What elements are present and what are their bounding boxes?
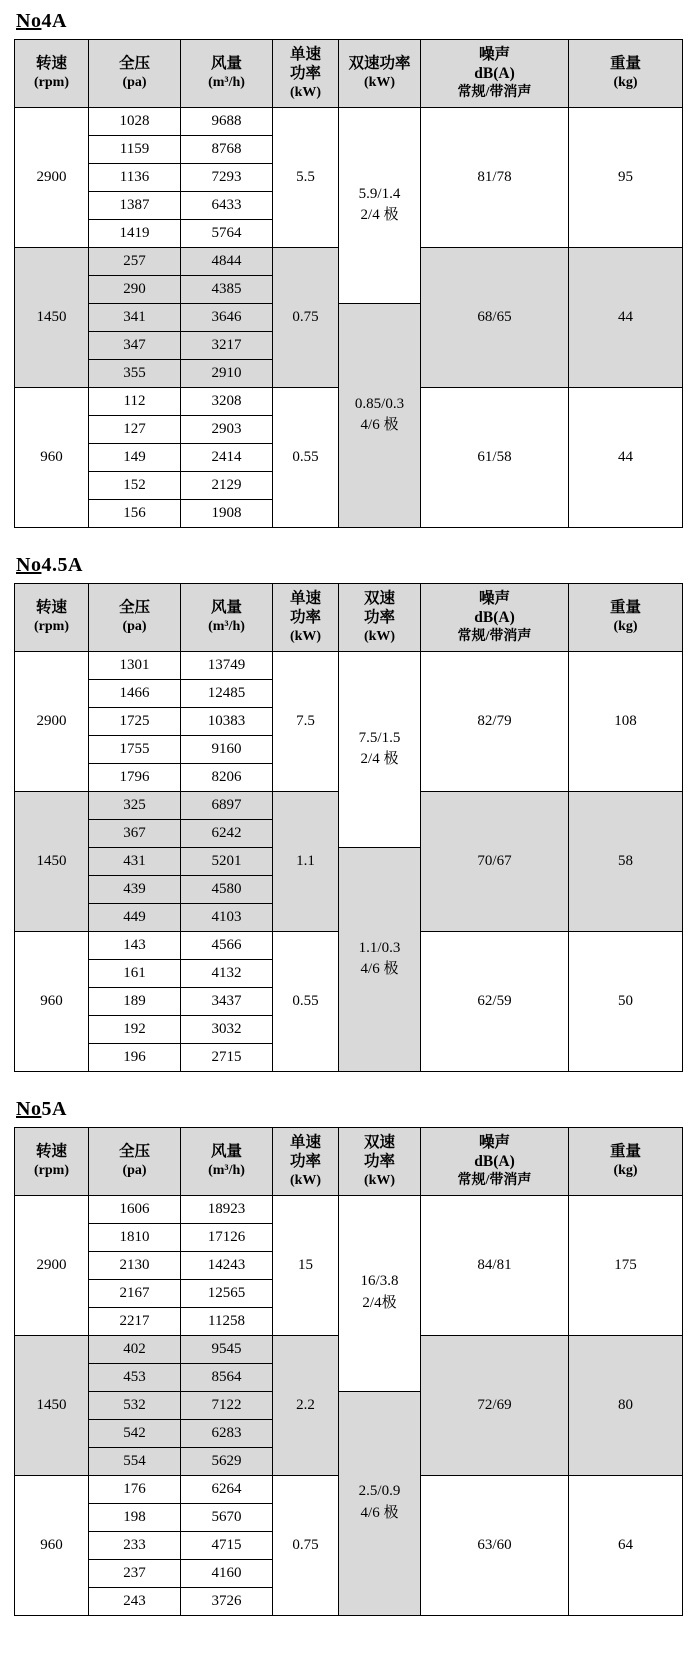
cell-flow: 3217 [181,331,273,359]
cell-flow: 6433 [181,191,273,219]
cell-flow: 12565 [181,1279,273,1307]
cell-rpm: 960 [15,1475,89,1615]
header-flow: 风量 (m³/h) [181,583,273,651]
spec-block-5a [14,1098,686,1616]
cell-flow: 12485 [181,679,273,707]
cell-single-power: 5.5 [273,107,339,247]
spec-table-45a [14,583,683,1072]
cell-rpm: 2900 [15,1195,89,1335]
header-noise: 噪声 dB(A) 常规/带消声 [421,40,569,108]
table-row [15,107,683,135]
cell-flow: 6897 [181,791,273,819]
cell-flow: 17126 [181,1223,273,1251]
header-weight: 重量 (kg) [569,40,683,108]
header-single-power: 单速 功率 (kW) [273,1127,339,1195]
header-rpm: 转速 (rpm) [15,583,89,651]
cell-pressure: 112 [89,387,181,415]
block-title-suffix: 4A [41,10,67,32]
cell-flow: 2715 [181,1043,273,1071]
header-single-power: 单速 功率 (kW) [273,583,339,651]
header-dual-power: 双速 功率 (kW) [339,583,421,651]
cell-weight: 175 [569,1195,683,1335]
cell-weight: 64 [569,1475,683,1615]
cell-flow: 2414 [181,443,273,471]
cell-pressure: 1725 [89,707,181,735]
spec-block-45a [14,554,686,1072]
cell-weight: 50 [569,931,683,1071]
block-title-prefix: No [16,10,42,32]
cell-flow: 9160 [181,735,273,763]
cell-pressure: 1136 [89,163,181,191]
cell-flow: 2903 [181,415,273,443]
cell-weight: 44 [569,247,683,387]
table-header-row [15,583,683,651]
cell-flow: 5764 [181,219,273,247]
cell-flow: 4844 [181,247,273,275]
block-title-4a [16,10,686,33]
cell-pressure: 176 [89,1475,181,1503]
cell-pressure: 431 [89,847,181,875]
cell-single-power: 0.75 [273,1475,339,1615]
cell-flow: 14243 [181,1251,273,1279]
cell-pressure: 149 [89,443,181,471]
cell-weight: 80 [569,1335,683,1475]
cell-pressure: 127 [89,415,181,443]
header-weight: 重量 (kg) [569,1127,683,1195]
cell-noise: 81/78 [421,107,569,247]
cell-pressure: 367 [89,819,181,847]
cell-flow: 4715 [181,1531,273,1559]
cell-weight: 108 [569,651,683,791]
cell-pressure: 257 [89,247,181,275]
cell-dual-power: 16/3.8 2/4极 [339,1195,421,1391]
cell-noise: 63/60 [421,1475,569,1615]
header-dual-power: 双速 功率 (kW) [339,1127,421,1195]
cell-pressure: 1755 [89,735,181,763]
header-dual-power: 双速功率 (kW) [339,40,421,108]
cell-pressure: 2167 [89,1279,181,1307]
cell-pressure: 143 [89,931,181,959]
header-rpm: 转速 (rpm) [15,1127,89,1195]
block-title-prefix: No [16,1097,42,1120]
cell-noise: 68/65 [421,247,569,387]
cell-flow: 2910 [181,359,273,387]
cell-pressure: 233 [89,1531,181,1559]
cell-dual-power: 2.5/0.9 4/6 极 [339,1391,421,1615]
spec-table-5a [14,1127,683,1616]
cell-pressure: 347 [89,331,181,359]
cell-pressure: 237 [89,1559,181,1587]
cell-flow: 6283 [181,1419,273,1447]
cell-flow: 5629 [181,1447,273,1475]
cell-single-power: 15 [273,1195,339,1335]
cell-pressure: 449 [89,903,181,931]
cell-single-power: 7.5 [273,651,339,791]
table-header-row [15,40,683,108]
cell-pressure: 355 [89,359,181,387]
cell-pressure: 1466 [89,679,181,707]
cell-pressure: 161 [89,959,181,987]
cell-rpm: 2900 [15,651,89,791]
header-single-power: 单速 功率 (kW) [273,40,339,108]
cell-weight: 44 [569,387,683,527]
cell-flow: 9545 [181,1335,273,1363]
cell-noise: 70/67 [421,791,569,931]
cell-pressure: 1387 [89,191,181,219]
cell-rpm: 1450 [15,1335,89,1475]
block-title-45a [16,554,686,577]
cell-pressure: 453 [89,1363,181,1391]
cell-noise: 62/59 [421,931,569,1071]
cell-pressure: 325 [89,791,181,819]
cell-pressure: 196 [89,1043,181,1071]
cell-flow: 1908 [181,499,273,527]
cell-single-power: 2.2 [273,1335,339,1475]
cell-dual-power: 0.85/0.3 4/6 极 [339,303,421,527]
table-row [15,651,683,679]
cell-pressure: 1159 [89,135,181,163]
cell-rpm: 1450 [15,791,89,931]
cell-pressure: 156 [89,499,181,527]
block-title-prefix: No [16,553,42,576]
cell-flow: 5201 [181,847,273,875]
cell-flow: 2129 [181,471,273,499]
cell-flow: 3646 [181,303,273,331]
cell-flow: 3032 [181,1015,273,1043]
cell-pressure: 152 [89,471,181,499]
cell-single-power: 0.55 [273,931,339,1071]
cell-single-power: 1.1 [273,791,339,931]
cell-flow: 8564 [181,1363,273,1391]
spec-block-4a [14,10,686,528]
cell-flow: 13749 [181,651,273,679]
cell-flow: 5670 [181,1503,273,1531]
cell-pressure: 1810 [89,1223,181,1251]
cell-flow: 6264 [181,1475,273,1503]
cell-pressure: 1301 [89,651,181,679]
cell-noise: 61/58 [421,387,569,527]
cell-single-power: 0.55 [273,387,339,527]
cell-flow: 10383 [181,707,273,735]
cell-pressure: 2217 [89,1307,181,1335]
header-pressure: 全压 (pa) [89,1127,181,1195]
header-flow: 风量 (m³/h) [181,40,273,108]
cell-rpm: 960 [15,931,89,1071]
cell-flow: 9688 [181,107,273,135]
cell-flow: 4385 [181,275,273,303]
cell-pressure: 1028 [89,107,181,135]
cell-single-power: 0.75 [273,247,339,387]
cell-weight: 58 [569,791,683,931]
header-flow: 风量 (m³/h) [181,1127,273,1195]
cell-flow: 3208 [181,387,273,415]
cell-dual-power: 7.5/1.5 2/4 极 [339,651,421,847]
cell-pressure: 243 [89,1587,181,1615]
cell-rpm: 1450 [15,247,89,387]
header-pressure: 全压 (pa) [89,40,181,108]
cell-pressure: 2130 [89,1251,181,1279]
cell-flow: 18923 [181,1195,273,1223]
cell-flow: 4580 [181,875,273,903]
cell-flow: 7293 [181,163,273,191]
cell-rpm: 2900 [15,107,89,247]
header-noise: 噪声 dB(A) 常规/带消声 [421,1127,569,1195]
cell-pressure: 532 [89,1391,181,1419]
cell-pressure: 1606 [89,1195,181,1223]
header-rpm: 转速 (rpm) [15,40,89,108]
cell-noise: 82/79 [421,651,569,791]
table-header-row [15,1127,683,1195]
cell-pressure: 290 [89,275,181,303]
cell-flow: 4132 [181,959,273,987]
cell-pressure: 1419 [89,219,181,247]
cell-flow: 8206 [181,763,273,791]
cell-flow: 11258 [181,1307,273,1335]
cell-flow: 8768 [181,135,273,163]
cell-pressure: 554 [89,1447,181,1475]
cell-flow: 7122 [181,1391,273,1419]
cell-flow: 4566 [181,931,273,959]
cell-flow: 4160 [181,1559,273,1587]
cell-rpm: 960 [15,387,89,527]
cell-pressure: 542 [89,1419,181,1447]
header-weight: 重量 (kg) [569,583,683,651]
cell-flow: 3437 [181,987,273,1015]
cell-pressure: 198 [89,1503,181,1531]
cell-dual-power: 5.9/1.4 2/4 极 [339,107,421,303]
header-pressure: 全压 (pa) [89,583,181,651]
cell-dual-power: 1.1/0.3 4/6 极 [339,847,421,1071]
block-title-5a [16,1098,686,1121]
cell-flow: 3726 [181,1587,273,1615]
cell-pressure: 1796 [89,763,181,791]
cell-pressure: 439 [89,875,181,903]
cell-pressure: 189 [89,987,181,1015]
cell-pressure: 402 [89,1335,181,1363]
spec-table-4a [14,39,683,528]
header-noise: 噪声 dB(A) 常规/带消声 [421,583,569,651]
cell-noise: 84/81 [421,1195,569,1335]
cell-pressure: 192 [89,1015,181,1043]
cell-noise: 72/69 [421,1335,569,1475]
cell-flow: 4103 [181,903,273,931]
cell-flow: 6242 [181,819,273,847]
table-row [15,1195,683,1223]
cell-pressure: 341 [89,303,181,331]
cell-weight: 95 [569,107,683,247]
block-title-suffix: 5A [41,1097,67,1120]
block-title-suffix: 4.5A [41,553,83,576]
